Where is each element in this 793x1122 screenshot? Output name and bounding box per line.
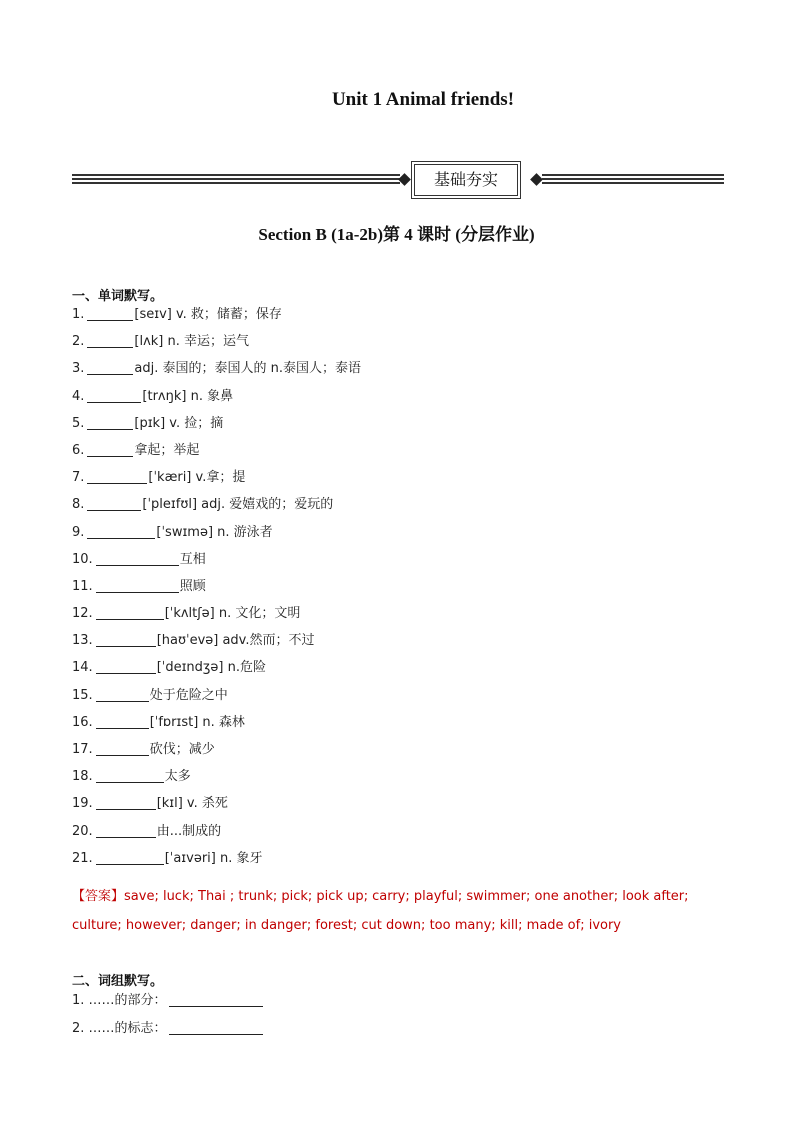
answer-blank[interactable] xyxy=(96,795,156,810)
answer-blank[interactable] xyxy=(87,388,141,403)
answer-blank[interactable] xyxy=(96,659,156,674)
item-text: 照顾 xyxy=(179,578,206,594)
item-number: 3. xyxy=(72,361,85,377)
answer-blank[interactable] xyxy=(87,496,141,511)
item-number: 13. xyxy=(72,633,93,649)
list-item xyxy=(72,659,752,686)
item-number: 15. xyxy=(72,687,93,703)
item-text: [pɪk] v. 捡；摘 xyxy=(134,415,224,431)
answer-blank[interactable] xyxy=(169,992,263,1007)
item-number: 17. xyxy=(72,742,93,757)
banner-label: 基础夯实 xyxy=(433,170,498,189)
item-text: [ˈfɒrɪst] n. 森林 xyxy=(149,714,245,730)
item-number: 2. xyxy=(72,334,85,350)
answer-key xyxy=(72,882,732,940)
item-number: 1. xyxy=(72,993,85,1008)
item-text: 处于危险之中 xyxy=(149,687,228,703)
answer-blank[interactable] xyxy=(87,524,155,539)
answer-blank[interactable] xyxy=(87,469,147,484)
list-item xyxy=(72,1020,263,1048)
list-item xyxy=(72,741,752,768)
item-text: ……的部分： xyxy=(88,993,167,1008)
section-subtitle: Section B (1a-2b)第 4 课时 (分层作业) xyxy=(258,225,535,244)
answer-blank[interactable] xyxy=(87,442,133,457)
list-item xyxy=(72,551,752,578)
answer-tag: 【答案】 xyxy=(72,889,125,904)
item-number: 9. xyxy=(72,524,85,540)
word-dictation-list xyxy=(72,306,752,877)
item-text: [seɪv] v. 救；储蓄；保存 xyxy=(134,307,282,322)
list-item xyxy=(72,687,752,714)
list-item xyxy=(72,442,752,469)
item-text: 拿起；举起 xyxy=(134,442,200,458)
item-number: 21. xyxy=(72,850,93,866)
item-number: 6. xyxy=(72,442,85,458)
item-number: 12. xyxy=(72,606,93,622)
list-item xyxy=(72,388,752,415)
list-item xyxy=(72,578,752,605)
list-item xyxy=(72,360,752,387)
item-text: [ˈswɪmə] n. 游泳者 xyxy=(156,524,273,540)
item-number: 14. xyxy=(72,660,93,676)
list-item xyxy=(72,992,263,1020)
banner-rule-right-top xyxy=(542,174,724,176)
item-text: 互相 xyxy=(179,551,206,567)
item-number: 2. xyxy=(72,1021,85,1036)
item-text: [ˈkæri] v.拿；提 xyxy=(148,470,246,486)
diamond-icon xyxy=(398,173,411,186)
item-number: 16. xyxy=(72,714,93,730)
banner-rule-left-top xyxy=(72,174,400,176)
answer-blank[interactable] xyxy=(169,1020,263,1035)
list-item xyxy=(72,823,752,850)
banner-rule-left-mid xyxy=(72,178,400,180)
list-item xyxy=(72,469,752,496)
item-text: [ˈpleɪfʊl] adj. 爱嬉戏的；爱玩的 xyxy=(142,497,334,513)
answer-blank[interactable] xyxy=(96,551,179,566)
list-item xyxy=(72,850,752,877)
list-item xyxy=(72,632,752,659)
section1-heading: 一、单词默写。 xyxy=(72,289,164,304)
banner-rule-right-bottom xyxy=(542,182,724,184)
answer-blank[interactable] xyxy=(87,360,133,375)
answer-blank[interactable] xyxy=(96,632,156,647)
item-text: [trʌŋk] n. 象鼻 xyxy=(142,388,234,404)
list-item xyxy=(72,306,752,333)
item-number: 4. xyxy=(72,388,85,404)
answer-blank[interactable] xyxy=(96,823,156,838)
list-item xyxy=(72,333,752,360)
item-number: 10. xyxy=(72,551,93,567)
item-number: 18. xyxy=(72,769,93,785)
page-title: Unit 1 Animal friends! xyxy=(331,89,515,110)
list-item xyxy=(72,605,752,632)
list-item xyxy=(72,714,752,741)
answer-blank[interactable] xyxy=(96,714,149,729)
item-number: 8. xyxy=(72,497,85,513)
answer-blank[interactable] xyxy=(96,850,164,865)
section-banner xyxy=(72,160,724,202)
answer-blank[interactable] xyxy=(96,687,149,702)
item-text: adj. 泰国的；泰国人的 n.泰国人；泰语 xyxy=(134,361,362,377)
banner-rule-left-bottom xyxy=(72,182,400,184)
answer-blank[interactable] xyxy=(87,333,133,348)
item-number: 5. xyxy=(72,415,85,431)
item-number: 7. xyxy=(72,470,85,486)
list-item xyxy=(72,496,752,523)
item-text: [ˈdeɪndʒə] n.危险 xyxy=(156,660,266,676)
banner-box xyxy=(411,161,521,199)
item-text: 由...制成的 xyxy=(156,823,222,839)
item-text: 太多 xyxy=(164,769,191,785)
answer-blank[interactable] xyxy=(96,741,149,756)
list-item xyxy=(72,524,752,551)
item-text: [lʌk] n. 幸运；运气 xyxy=(134,334,250,350)
item-number: 19. xyxy=(72,796,93,812)
item-text: [ˈkʌltʃə] n. 文化；文明 xyxy=(164,606,301,622)
answer-blank[interactable] xyxy=(96,768,164,783)
item-number: 11. xyxy=(72,578,93,594)
answer-blank[interactable] xyxy=(96,605,164,620)
item-text: [ˈaɪvəri] n. 象牙 xyxy=(164,850,263,866)
item-text: [haʊˈevə] adv.然而；不过 xyxy=(156,633,315,649)
section2-heading: 二、词组默写。 xyxy=(72,974,164,989)
diamond-icon xyxy=(530,173,543,186)
list-item xyxy=(72,795,752,822)
item-number: 1. xyxy=(72,307,85,322)
answer-blank[interactable] xyxy=(87,415,133,430)
answer-text: save; luck; Thai ; trunk; pick; pick up; carry; playful; swimmer; one another; look after; culture; however; danger; in danger; forest; cut down; too many; kill; made of; ivory xyxy=(72,889,689,933)
list-item xyxy=(72,768,752,795)
item-number: 20. xyxy=(72,823,93,839)
item-text: 砍伐；减少 xyxy=(149,742,215,757)
list-item xyxy=(72,415,752,442)
answer-blank[interactable] xyxy=(96,578,179,593)
item-text: [kɪl] v. 杀死 xyxy=(156,796,228,812)
banner-rule-right-mid xyxy=(542,178,724,180)
item-text: ……的标志： xyxy=(88,1021,167,1036)
phrase-dictation-list xyxy=(72,992,263,1048)
answer-blank[interactable] xyxy=(87,306,133,321)
